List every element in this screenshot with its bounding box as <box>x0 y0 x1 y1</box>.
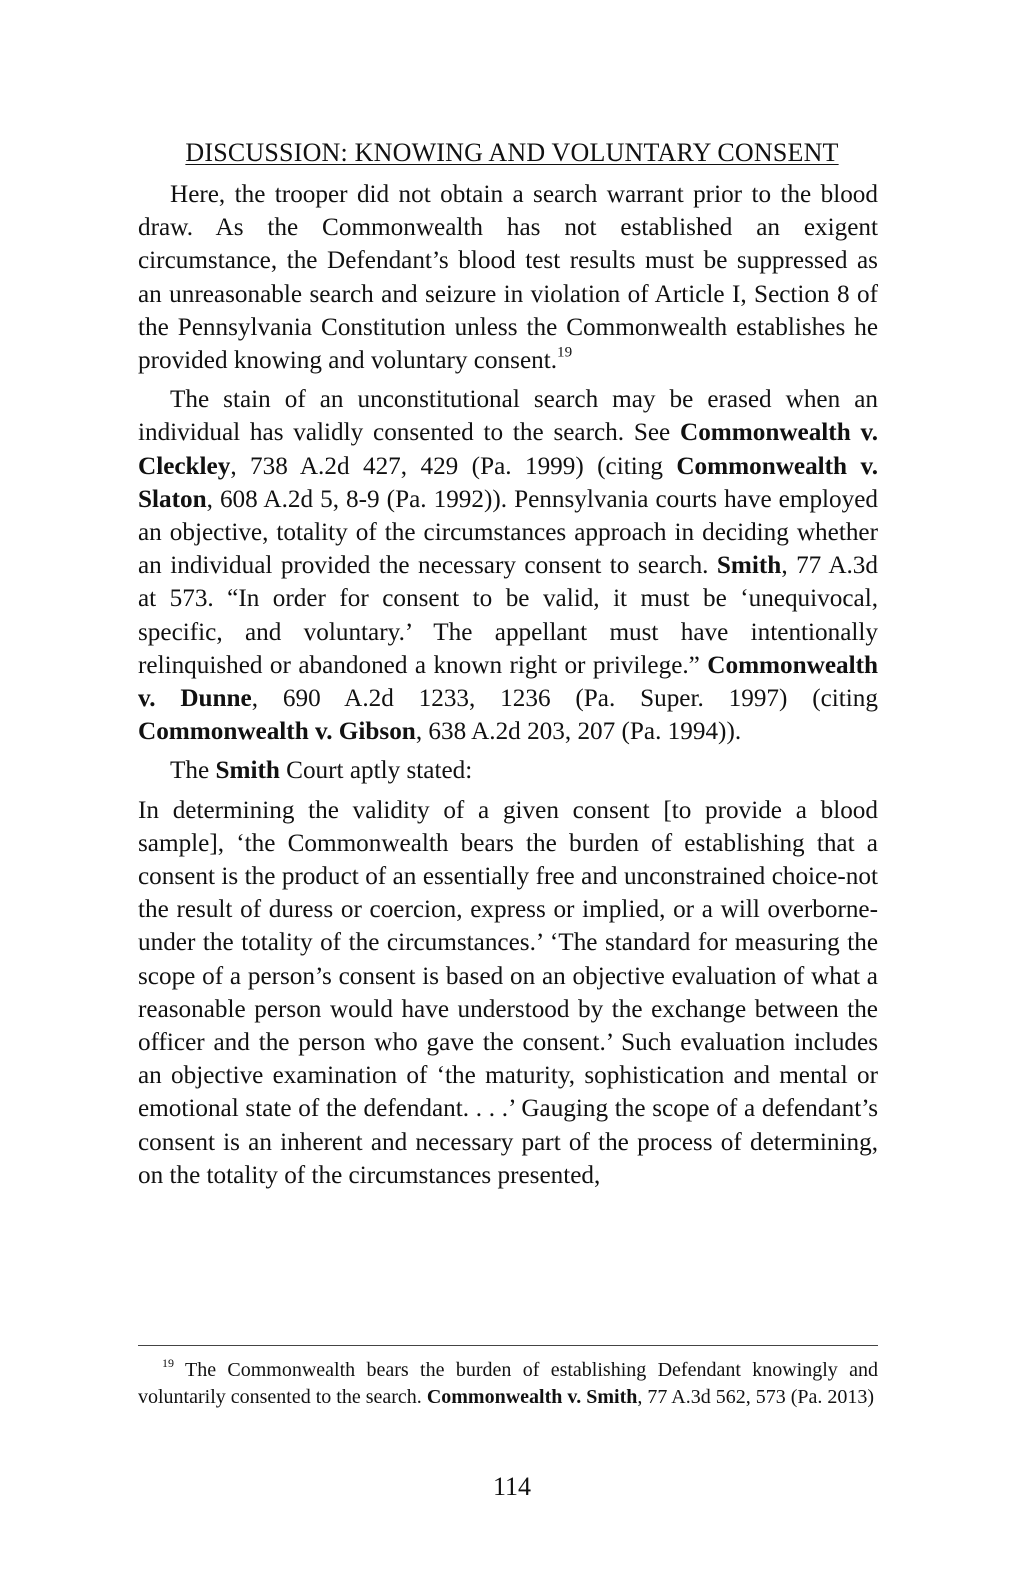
paragraph-1 <box>138 178 878 377</box>
case-citation: Commonwealth v. Cleckley <box>138 419 878 480</box>
footnote-ref-19: 19 <box>557 344 573 361</box>
case-citation: Commonwealth v. Gibson <box>138 718 416 746</box>
footnote-divider <box>138 1345 878 1346</box>
text-run: The stain of an unconstitutional search may be erased when an individual has validly consented to the search. See <box>138 386 878 447</box>
block-quote: In determining the validity of a given consent [to provide a blood sample], ‘the Commonwealth bears the burden of establishing that a consent is the product of an essentially free and unconstrained choice-not the result of duress or coercion, express or implied, or a will overborne-under the totality of the circumstances.’ ‘The standard for measuring the scope of a person’s consent is based on an objective evaluation of what a reasonable person would have understood by the exchange between the officer and the person who gave the consent.’ Such evaluation includes an objective examination of ‘the maturity, sophistication and mental or emotional state of the defendant. . . .’ Gauging the scope of a defendant’s consent is an inherent and necessary part of the process of determining, on the totality of the circumstances presented, <box>138 796 878 1189</box>
paragraph-1-text: Here, the trooper did not obtain a search warrant prior to the blood draw. As the Commonwealth has not established an exigent circumstance, the Defendant’s blood test results must be suppressed as an unreasonable search and seizure in violation of Article I, Section 8 of the Pennsylvania Constitution unless the Commonwealth establishes he provided knowing and voluntary consent. <box>138 181 878 375</box>
text-run: The <box>170 757 216 785</box>
footnote-number: 19 <box>162 1356 174 1370</box>
section-heading: DISCUSSION: KNOWING AND VOLUNTARY CONSENT <box>185 138 839 167</box>
paragraph-2 <box>138 383 878 748</box>
case-citation: Commonwealth v. Smith <box>426 1386 638 1408</box>
footnote-text: The Commonwealth bears the burden of establishing Defendant knowingly and voluntarily consented to the search. <box>138 1359 878 1408</box>
footnote-19 <box>138 1357 878 1411</box>
text-run: , 77 A.3d at 573. “In order for consent to be valid, it must be ‘unequivocal, specific, and voluntary.’ The appellant must have intentionally relinquished or abandoned a known right or privilege.” <box>138 552 878 679</box>
footnote-text: , 77 A.3d 562, 573 (Pa. 2013) <box>637 1386 875 1408</box>
text-run: , 738 A.2d 427, 429 (Pa. 1999) (citing <box>230 452 677 480</box>
text-run: , 690 A.2d 1233, 1236 (Pa. Super. 1997) (citing <box>251 685 878 713</box>
text-run: , 608 A.2d 5, 8-9 (Pa. 1992)). Pennsylvania courts have employed an objective, totality of the circumstances approach in deciding whether an individual provided the necessary consent to search. <box>138 485 878 580</box>
text-run: Court aptly stated: <box>279 757 473 785</box>
page-number: 114 <box>492 1472 532 1501</box>
paragraph-3 <box>138 754 878 787</box>
case-citation: Smith <box>215 757 280 785</box>
body-text <box>138 178 878 1198</box>
text-run: , 638 A.2d 203, 207 (Pa. 1994)). <box>415 718 742 746</box>
case-citation: Commonwealth v. Dunne <box>138 651 878 713</box>
case-citation: Smith <box>716 552 782 580</box>
case-citation: Commonwealth v. Slaton <box>138 452 878 513</box>
